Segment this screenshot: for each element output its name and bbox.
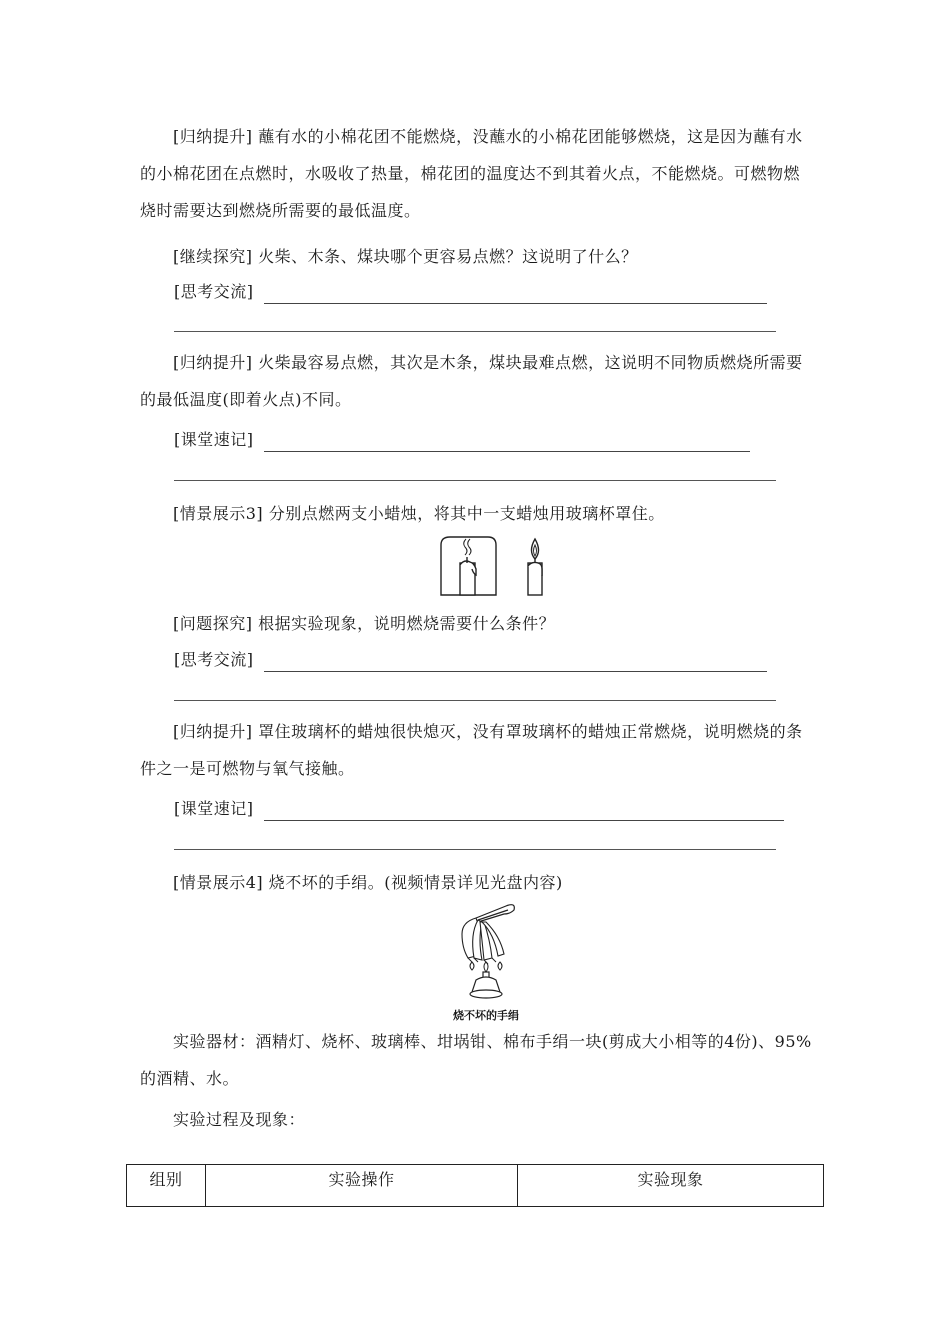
- answer-underline[interactable]: [264, 657, 767, 672]
- think-exchange-label: [思考交流]: [174, 282, 254, 301]
- class-notes-label: [课堂速记]: [174, 799, 254, 818]
- handkerchief-icon: [462, 918, 504, 964]
- scene-3-paragraph: [情景展示3] 分别点燃两支小蜡烛，将其中一支蜡烛用玻璃杯罩住。: [173, 504, 665, 523]
- column-header-operation: 实验操作: [206, 1165, 518, 1207]
- candle-experiment-figure: [436, 535, 556, 601]
- think-exchange-field-2[interactable]: [174, 648, 767, 672]
- handkerchief-figure: [448, 900, 524, 1006]
- class-notes-field-2[interactable]: [174, 797, 784, 821]
- alcohol-lamp-icon: [470, 972, 502, 998]
- think-exchange-field-1[interactable]: [174, 280, 767, 304]
- question-explore-paragraph: [问题探究] 根据实验现象，说明燃烧需要什么条件？: [173, 614, 556, 633]
- class-notes-label: [课堂速记]: [174, 430, 254, 449]
- answer-line[interactable]: [174, 331, 776, 332]
- scene-4-paragraph: [情景展示4] 烧不坏的手绢。(视频情景详见光盘内容): [173, 873, 563, 892]
- flame-icon: [470, 962, 502, 972]
- summary-paragraph-2: [归纳提升] 火柴最容易点燃，其次是木条，煤块最难点燃，这说明不同物质燃烧所需要的最低温度(即着火点)不同。: [140, 353, 803, 409]
- process-label: 实验过程及现象：: [173, 1110, 306, 1129]
- covered-candle-icon: [441, 537, 496, 595]
- notes-underline[interactable]: [264, 437, 750, 452]
- tongs-icon: [476, 905, 514, 922]
- answer-line[interactable]: [174, 700, 776, 701]
- answer-underline[interactable]: [264, 289, 767, 304]
- experiment-table: [126, 1164, 824, 1207]
- class-notes-field-1[interactable]: [174, 428, 750, 452]
- figure-caption: 烧不坏的手绢: [453, 1009, 519, 1022]
- summary-paragraph-3: [归纳提升] 罩住玻璃杯的蜡烛很快熄灭，没有罩玻璃杯的蜡烛正常燃烧，说明燃烧的条件之一是可燃物与氧气接触。: [140, 722, 803, 778]
- notes-line[interactable]: [174, 480, 776, 481]
- burning-candle-icon: [528, 539, 542, 595]
- continue-explore-paragraph: [继续探究] 火柴、木条、煤块哪个更容易点燃？这说明了什么？: [173, 247, 638, 266]
- summary-paragraph-1: [归纳提升] 蘸有水的小棉花团不能燃烧，没蘸水的小棉花团能够燃烧，这是因为蘸有水的小棉花团在点燃时，水吸收了热量，棉花团的温度达不到其着火点，不能燃烧。可燃物燃烧时需要达到燃烧所需要的最低温度。: [140, 127, 803, 220]
- notes-line[interactable]: [174, 849, 776, 850]
- materials-paragraph: 实验器材：酒精灯、烧杯、玻璃棒、坩埚钳、棉布手绢一块(剪成大小相等的4份)、95%的酒精、水。: [140, 1032, 812, 1088]
- column-header-group: 组别: [127, 1165, 206, 1207]
- think-exchange-label: [思考交流]: [174, 650, 254, 669]
- column-header-phenomenon: 实验现象: [518, 1165, 824, 1207]
- notes-underline[interactable]: [264, 806, 784, 821]
- table-header-row: [127, 1165, 824, 1207]
